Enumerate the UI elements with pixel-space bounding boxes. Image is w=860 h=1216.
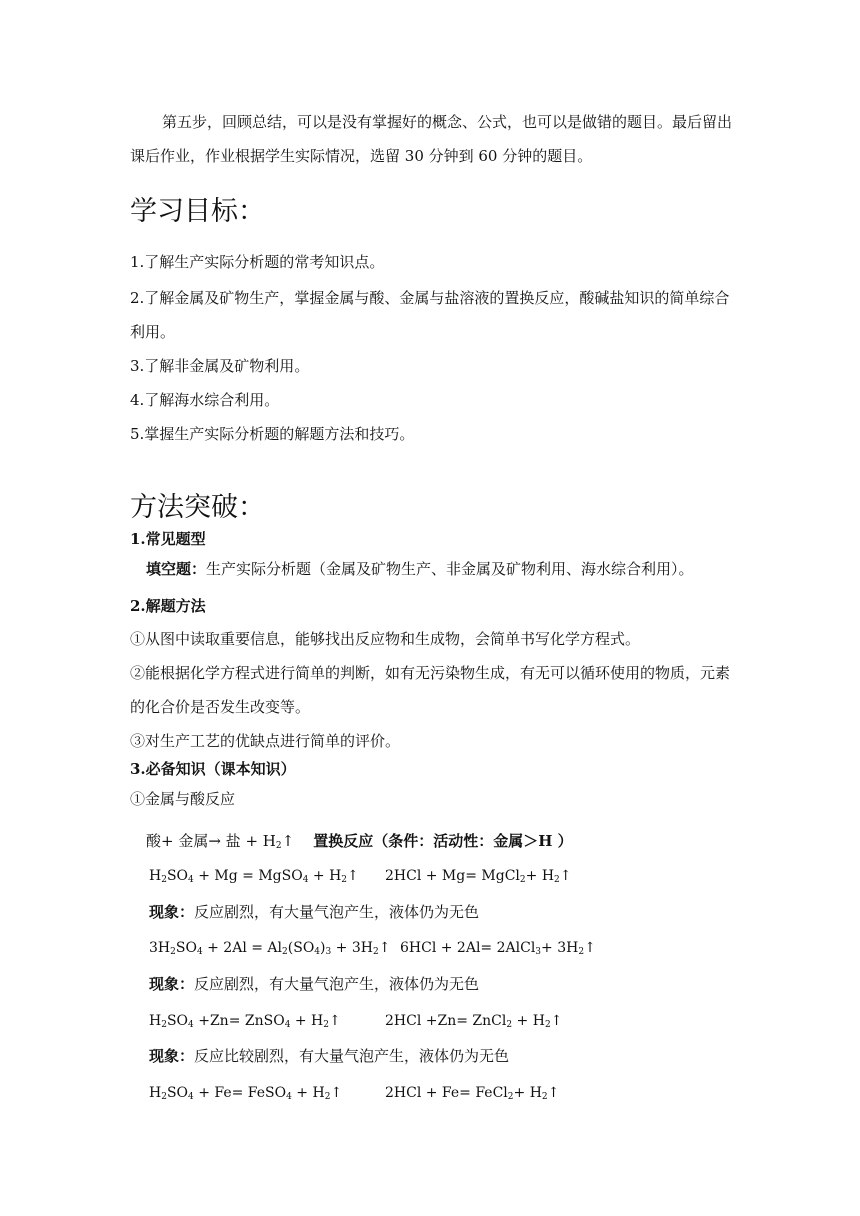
formula-text: + Fe= FeSO — [193, 1085, 287, 1101]
subscript: 4 — [188, 875, 194, 885]
formula-text: ↑ — [347, 868, 359, 884]
goal-item-2-cont: 利用。 — [130, 323, 176, 341]
goal-item-3: 3.了解非金属及矿物利用。 — [130, 357, 310, 375]
fill-blank-text: 生产实际分析题（金属及矿物生产、非金属及矿物利用、海水综合利用）。 — [206, 560, 694, 578]
formula-text: + H — [513, 1085, 542, 1101]
phenomenon-text: 反应比较剧烈，有大量气泡产生，液体仍为无色 — [194, 1047, 510, 1065]
method-point-2: ②能根据化学方程式进行简单的判断，如有无污染物生成，有无可以循环使用的物质，元素 — [130, 664, 731, 682]
formula-text: SO — [166, 868, 189, 884]
equation-1-left — [149, 866, 359, 886]
subscript: 3 — [325, 947, 332, 957]
subscript: 4 — [314, 947, 321, 957]
formula-text: 2HCl + Fe= FeCl — [385, 1085, 508, 1101]
formula-text: H — [149, 1085, 162, 1101]
formula-text: 3H — [149, 940, 171, 956]
methods-heading: 方法突破： — [130, 492, 265, 523]
formula-text: + H — [525, 868, 555, 884]
subscript: 2 — [161, 875, 167, 885]
general-equation-left: 酸+ 金属→ 盐 + H — [146, 832, 276, 850]
formula-text: ↑ — [547, 1085, 560, 1101]
formula-text: ↑ — [584, 940, 596, 956]
formula-text: SO — [166, 1085, 189, 1101]
subscript: 2 — [282, 947, 288, 957]
formula-text: ↑ — [378, 940, 391, 956]
equation-4-left — [149, 1083, 342, 1103]
subscript: 4 — [188, 1092, 194, 1102]
formula-text: H — [149, 1013, 162, 1029]
equation-3-right — [385, 1011, 562, 1031]
subscript: 2 — [578, 947, 585, 957]
fill-blank-label: 填空题： — [146, 560, 207, 578]
formula-text: ↑ — [329, 1013, 341, 1029]
formula-text: + 2Al = Al — [202, 940, 283, 956]
equation-2-left — [149, 938, 390, 958]
formula-text: + H — [291, 1085, 325, 1101]
subscript: 2 — [506, 1020, 513, 1030]
method-point-2-cont: 的化合价是否发生改变等。 — [130, 698, 311, 716]
subscript: 2 — [341, 875, 348, 885]
equation-1-right — [385, 866, 572, 886]
formula-text: ) — [320, 940, 326, 956]
method-point-1: ①从图中读取重要信息，能够找出反应物和生成物，会简单书写化学方程式。 — [130, 630, 641, 648]
formula-text: +Zn= ZnSO — [193, 1013, 285, 1029]
section-1-line — [146, 559, 694, 579]
reaction-type: 置换反应（条件：活动性：金属＞H ） — [313, 832, 573, 850]
phenomenon-2 — [149, 974, 479, 994]
formula-text: + 3H — [331, 940, 373, 956]
subscript: 2 — [161, 1092, 167, 1102]
subscript: 2 — [519, 875, 526, 885]
method-point-3: ③对生产工艺的优缺点进行简单的评价。 — [130, 732, 401, 750]
goal-item-4: 4.了解海水综合利用。 — [130, 391, 280, 409]
formula-text: 6HCl + 2Al= 2AlCl — [400, 940, 536, 956]
subscript: 2 — [541, 1092, 548, 1102]
subscript: 2 — [324, 1092, 331, 1102]
goal-item-1: 1.了解生产实际分析题的常考知识点。 — [130, 253, 385, 271]
section-2-title: 2.解题方法 — [130, 597, 206, 615]
formula-text: + H — [290, 1013, 324, 1029]
subscript: 2 — [170, 947, 176, 957]
subscript: 3 — [535, 947, 542, 957]
subscript: 2 — [161, 1020, 167, 1030]
formula-text: 2HCl + Mg= MgCl — [385, 868, 520, 884]
equation-2-right — [400, 938, 596, 958]
intro-line-1: 第五步，回顾总结，可以是没有掌握好的概念、公式，也可以是做错的题目。最后留出 — [162, 113, 733, 131]
phenomenon-label: 现象： — [149, 975, 195, 993]
phenomenon-text: 反应剧烈，有大量气泡产生，液体仍为无色 — [194, 903, 480, 921]
subscript: 4 — [188, 1020, 194, 1030]
subscript: 2 — [323, 1020, 329, 1030]
formula-text: ↑ — [330, 1085, 343, 1101]
gas-arrow: ↑ — [281, 832, 295, 850]
section-3-subtitle: ①金属与酸反应 — [130, 790, 236, 808]
formula-text: + H — [308, 868, 342, 884]
formula-text: SO — [175, 940, 197, 956]
phenomenon-label: 现象： — [149, 1047, 195, 1065]
phenomenon-1 — [149, 902, 479, 922]
formula-text: + 3H — [541, 940, 579, 956]
subscript: 4 — [302, 875, 309, 885]
subscript: 4 — [286, 1092, 292, 1102]
phenomenon-text: 反应剧烈，有大量气泡产生，液体仍为无色 — [194, 975, 480, 993]
subscript: 2 — [372, 947, 379, 957]
goal-item-2: 2.了解金属及矿物生产，掌握金属与酸、金属与盐溶液的置换反应，酸碱盐知识的简单综合 — [130, 289, 730, 307]
section-3-title: 3.必备知识（课本知识） — [130, 760, 296, 778]
subscript: 4 — [196, 947, 203, 957]
subscript: 4 — [284, 1020, 291, 1030]
phenomenon-3 — [149, 1046, 509, 1066]
goals-heading: 学习目标： — [130, 196, 265, 227]
subscript: 2 — [544, 1020, 551, 1030]
formula-text: (SO — [287, 940, 315, 956]
subscript: 2 — [507, 1092, 514, 1102]
formula-text: + H — [512, 1013, 545, 1029]
formula-text: ↑ — [559, 868, 572, 884]
formula-text: 2HCl +Zn= ZnCl — [385, 1013, 507, 1029]
general-equation-sub: 2 — [275, 841, 282, 851]
general-equation — [146, 831, 573, 851]
formula-text: + Mg = MgSO — [193, 868, 303, 884]
phenomenon-label: 现象： — [149, 903, 195, 921]
equation-4-right — [385, 1083, 559, 1103]
section-1-title: 1.常见题型 — [130, 530, 206, 548]
goal-item-5: 5.掌握生产实际分析题的解题方法和技巧。 — [130, 425, 415, 443]
equation-3-left — [149, 1011, 341, 1031]
subscript: 2 — [554, 875, 560, 885]
formula-text: H — [149, 868, 162, 884]
formula-text: SO — [166, 1013, 189, 1029]
formula-text: ↑ — [550, 1013, 563, 1029]
intro-line-2: 课后作业，作业根据学生实际情况，选留 30 分钟到 60 分钟的题目。 — [130, 147, 593, 165]
